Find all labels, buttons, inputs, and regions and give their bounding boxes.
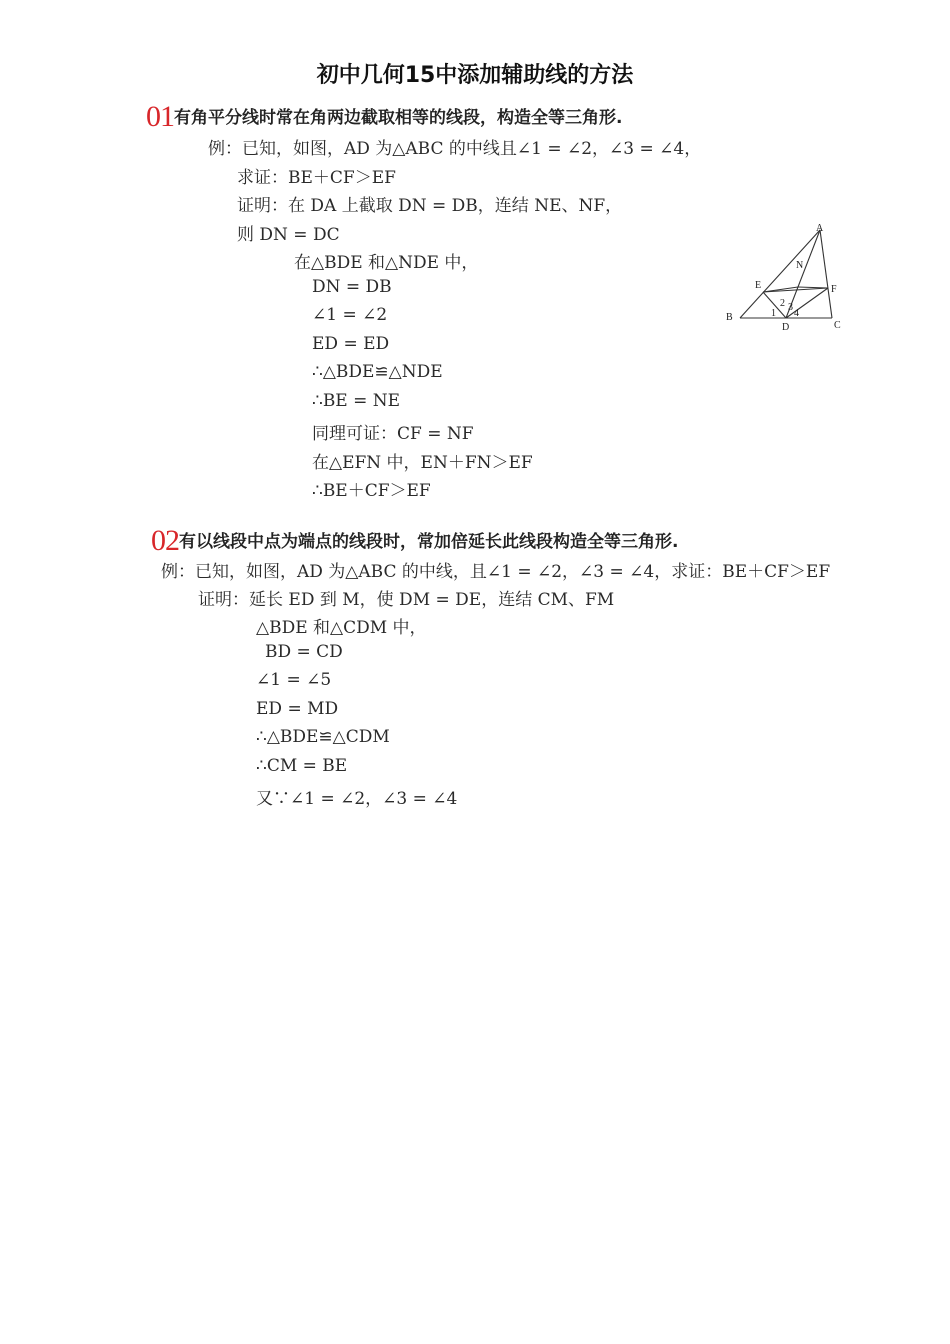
label-angle-4: 4: [794, 308, 799, 319]
example-line: 例：已知，如图，AD 为△ABC 的中线，且∠1 = ∠2，∠3 = ∠4，求证：BE＋CF＞EF: [161, 562, 831, 582]
proof-line: DN = DB: [312, 277, 392, 297]
proof-line: ∠1 = ∠2: [312, 305, 388, 325]
line-nf: [798, 287, 828, 288]
proof-line: BD = CD: [265, 642, 343, 662]
section-heading: 有角平分线时常在角两边截取相等的线段，构造全等三角形.: [174, 108, 623, 128]
proof-line: ED = MD: [256, 699, 339, 719]
proof-line: 证明：延长 ED 到 M，使 DM = DE，连结 CM、FM: [198, 590, 615, 610]
label-b: B: [726, 312, 733, 323]
proof-line: △BDE 和△CDM 中，: [256, 618, 427, 638]
proof-line: 在△BDE 和△NDE 中，: [294, 253, 479, 273]
label-n: N: [796, 260, 804, 271]
proof-line: ∴BE = NE: [312, 391, 401, 411]
label-f: F: [831, 284, 837, 295]
section-number: 02: [151, 524, 179, 557]
prove-line: 求证：BE＋CF＞EF: [237, 168, 396, 188]
proof-line: ∠1 = ∠5: [256, 670, 332, 690]
proof-line: ∴△BDE≌△NDE: [312, 362, 443, 382]
proof-line: 又∵∠1 = ∠2，∠3 = ∠4: [256, 789, 458, 809]
section-1-heading: [146, 100, 622, 134]
label-angle-2: 2: [780, 298, 785, 309]
label-a: A: [816, 223, 824, 234]
label-c: C: [834, 320, 841, 331]
triangle-figure: [718, 222, 850, 334]
proof-line: 同理可证：CF = NF: [312, 424, 474, 444]
section-number: 01: [146, 100, 174, 133]
proof-line: 则 DN = DC: [237, 225, 340, 245]
proof-line: ∴CM = BE: [256, 756, 348, 776]
proof-line: 在△EFN 中，EN＋FN＞EF: [312, 453, 533, 473]
section-heading: 有以线段中点为端点的线段时，常加倍延长此线段构造全等三角形.: [179, 532, 679, 552]
label-angle-1: 1: [771, 308, 776, 319]
proof-line: ∴BE＋CF＞EF: [312, 481, 431, 501]
label-e: E: [755, 280, 762, 291]
proof-line: 证明：在 DA 上截取 DN = DB，连结 NE、NF，: [237, 196, 623, 216]
label-angle-3: 3: [788, 302, 793, 313]
section-2-heading: [151, 524, 678, 558]
proof-line: ED = ED: [312, 334, 390, 354]
line-ac: [820, 230, 832, 318]
line-ef: [763, 288, 828, 292]
example-line: 例：已知，如图，AD 为△ABC 的中线且∠1 = ∠2，∠3 = ∠4，: [208, 139, 702, 159]
page-title: 初中几何15中添加辅助线的方法: [316, 63, 634, 88]
label-d: D: [782, 322, 790, 333]
proof-line: ∴△BDE≌△CDM: [256, 727, 390, 747]
